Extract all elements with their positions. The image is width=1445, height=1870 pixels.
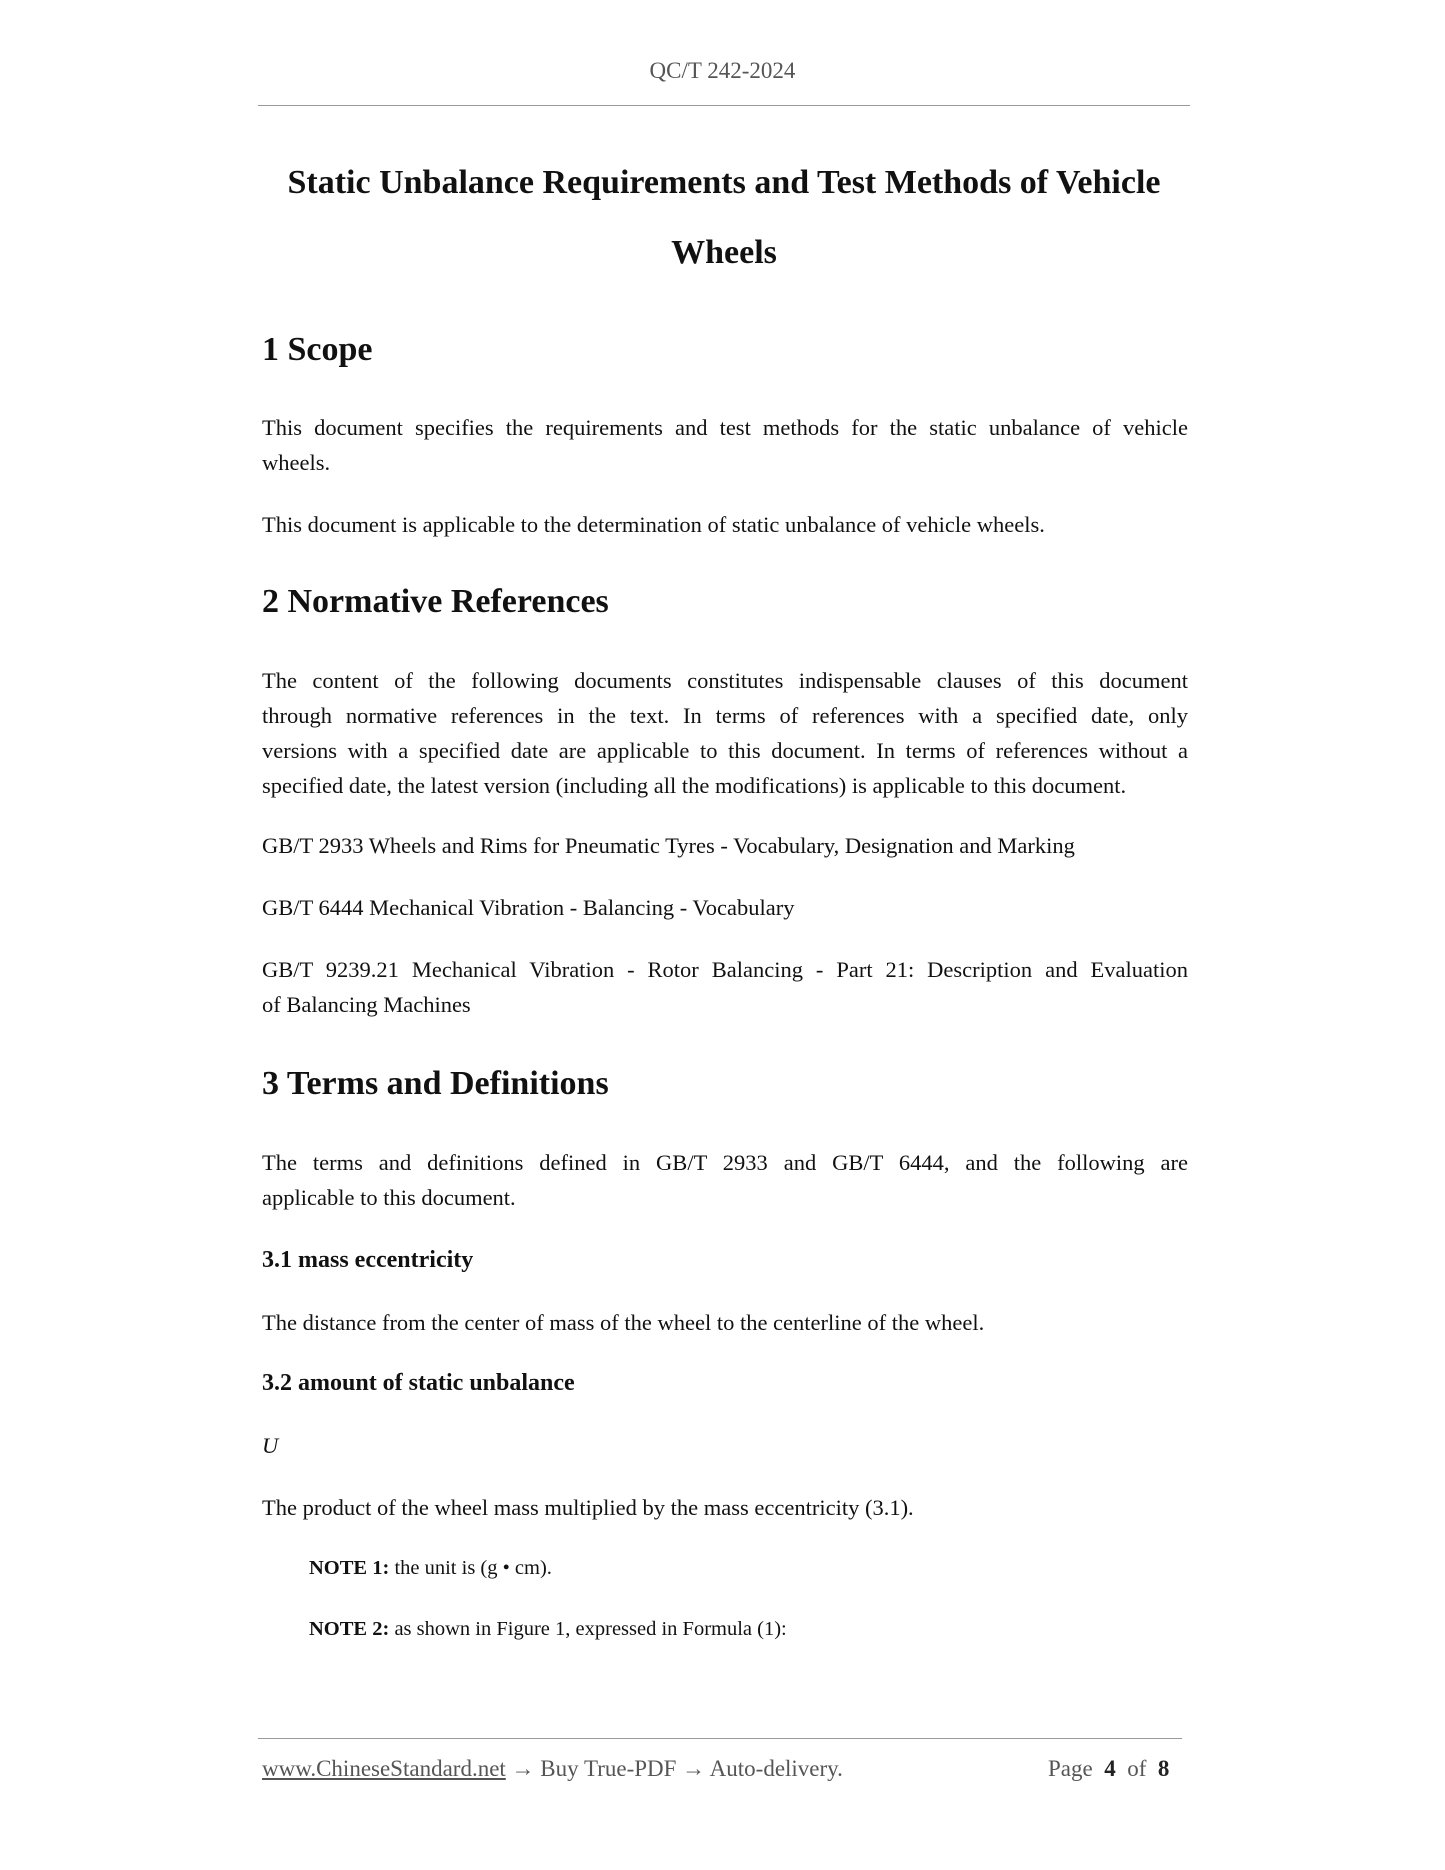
note-2 [309, 1614, 787, 1644]
term-3-1-definition: The distance from the center of mass of the wheel to the centerline of the wheel. [262, 1310, 985, 1335]
term-3-2-definition: The product of the wheel mass multiplied by the mass eccentricity (3.1). [262, 1495, 914, 1520]
footer-promo [262, 1756, 843, 1782]
terms-intro [262, 1145, 1188, 1215]
section-heading-normative: 2 Normative References [262, 583, 609, 620]
normative-intro-line4: specified date, the latest version (including all the modifications) is applicable to this document. [262, 773, 1127, 798]
note-2-label: NOTE 2: [309, 1618, 390, 1640]
note-1 [309, 1553, 552, 1583]
terms-intro-line2: applicable to this document. [262, 1185, 516, 1210]
footer-tagline: → Buy True-PDF → Auto-delivery. [505, 1756, 843, 1781]
scope-p1-line2: wheels. [262, 450, 331, 475]
section-heading-scope: 1 Scope [262, 331, 373, 368]
scope-paragraph-2: This document is applicable to the determination of static unbalance of vehicle wheels. [262, 512, 1045, 537]
scope-p1-line1: This document specifies the requirements and test methods for the static unbalance of vehicle [262, 415, 1188, 440]
term-3-2-heading: 3.2 amount of static unbalance [262, 1370, 575, 1396]
page-word: Page [1048, 1756, 1093, 1781]
title-line-2: Wheels [671, 234, 777, 271]
reference-item-gbt2933: GB/T 2933 Wheels and Rims for Pneumatic Tyres - Vocabulary, Designation and Marking [262, 833, 1075, 858]
footer-site-link[interactable]: www.ChineseStandard.net [262, 1756, 506, 1781]
scope-paragraph-1 [262, 410, 1188, 480]
document-title [258, 148, 1190, 288]
term-3-1-heading: 3.1 mass eccentricity [262, 1247, 474, 1273]
reference-item-gbt6444: GB/T 6444 Mechanical Vibration - Balancing - Vocabulary [262, 895, 795, 920]
header-divider [258, 105, 1190, 106]
note-2-text: as shown in Figure 1, expressed in Formula (1): [389, 1618, 787, 1640]
header-doc-code: QC/T 242-2024 [649, 58, 796, 83]
page-total: 8 [1157, 1756, 1170, 1781]
terms-intro-line1: The terms and definitions defined in GB/T 2933 and GB/T 6444, and the following are [262, 1150, 1188, 1175]
normative-intro [262, 663, 1188, 803]
reference-gbt9239-line2: of Balancing Machines [262, 992, 471, 1017]
page-current: 4 [1104, 1756, 1116, 1781]
title-line-1: Static Unbalance Requirements and Test Methods of Vehicle [287, 164, 1161, 201]
section-heading-terms: 3 Terms and Definitions [262, 1065, 609, 1102]
reference-item-gbt9239 [262, 952, 1188, 1022]
note-1-label: NOTE 1: [309, 1557, 390, 1579]
footer-page-indicator [1048, 1756, 1169, 1782]
normative-intro-line3: versions with a specified date are applicable to this document. In terms of references without a [262, 738, 1188, 763]
of-word: of [1127, 1756, 1147, 1781]
footer-divider [258, 1738, 1182, 1739]
note-1-text: the unit is (g • cm). [389, 1557, 552, 1579]
normative-intro-line2: through normative references in the text. In terms of references with a specified date, only [262, 703, 1188, 728]
reference-gbt9239-line1: GB/T 9239.21 Mechanical Vibration - Rotor Balancing - Part 21: Description and Evaluation [262, 957, 1188, 982]
normative-intro-line1: The content of the following documents constitutes indispensable clauses of this document [262, 668, 1188, 693]
term-3-2-symbol: U [262, 1433, 279, 1458]
